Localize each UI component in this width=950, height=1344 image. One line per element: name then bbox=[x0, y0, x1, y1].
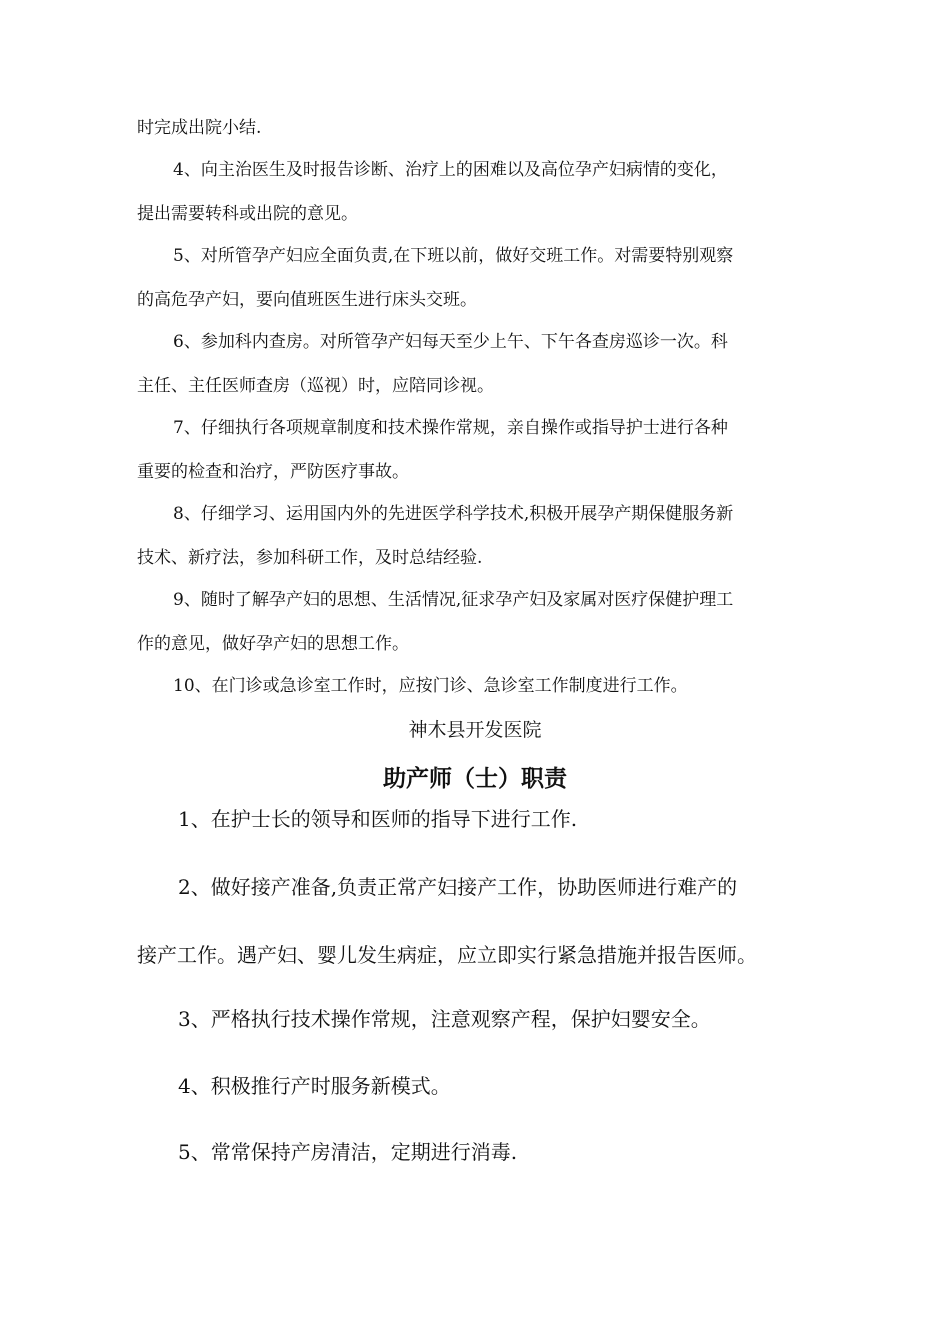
duty-item-9: 9、随时了解孕产妇的思想、生活情况,征求孕产妇及家属对医疗保健护理工 bbox=[173, 590, 734, 610]
duty-line-continuation: 时完成出院小结. bbox=[137, 118, 262, 138]
duty-item-10: 10、在门诊或急诊室工作时，应按门诊、急诊室工作制度进行工作。 bbox=[173, 676, 688, 696]
duty-item-5: 5、对所管孕产妇应全面负责,在下班以前，做好交班工作。对需要特别观察 bbox=[173, 246, 734, 266]
section-title: 助产师（士）职责 bbox=[383, 765, 567, 792]
duty-item-8-cont: 技术、新疗法，参加科研工作，及时总结经验. bbox=[137, 548, 483, 568]
hospital-name: 神木县开发医院 bbox=[408, 719, 542, 741]
midwife-duty-2: 2、做好接产准备,负责正常产妇接产工作，协助医师进行难产的 bbox=[178, 875, 738, 899]
duty-item-7: 7、仔细执行各项规章制度和技术操作常规，亲自操作或指导护士进行各种 bbox=[173, 418, 728, 438]
duty-item-6: 6、参加科内查房。对所管孕产妇每天至少上午、下午各查房巡诊一次。科 bbox=[173, 332, 728, 352]
midwife-duty-2-cont: 接产工作。遇产妇、婴儿发生病症，应立即实行紧急措施并报告医师。 bbox=[137, 943, 757, 967]
duty-item-8: 8、仔细学习、运用国内外的先进医学科学技术,积极开展孕产期保健服务新 bbox=[173, 504, 734, 524]
duty-item-4: 4、向主治医生及时报告诊断、治疗上的困难以及高位孕产妇病情的变化， bbox=[173, 160, 728, 180]
midwife-duty-3: 3、严格执行技术操作常规，注意观察产程，保护妇婴安全。 bbox=[178, 1007, 711, 1031]
midwife-duty-1: 1、在护士长的领导和医师的指导下进行工作. bbox=[178, 807, 578, 831]
duty-item-9-cont: 作的意见，做好孕产妇的思想工作。 bbox=[137, 634, 409, 654]
duty-item-5-cont: 的高危孕产妇，要向值班医生进行床头交班。 bbox=[137, 290, 477, 310]
midwife-duty-4: 4、积极推行产时服务新模式。 bbox=[178, 1074, 451, 1098]
midwife-duty-5: 5、常常保持产房清洁，定期进行消毒. bbox=[178, 1140, 518, 1164]
duty-item-7-cont: 重要的检查和治疗，严防医疗事故。 bbox=[137, 462, 409, 482]
duty-item-4-cont: 提出需要转科或出院的意见。 bbox=[137, 204, 358, 224]
duty-item-6-cont: 主任、主任医师查房（巡视）时，应陪同诊视。 bbox=[137, 376, 494, 396]
